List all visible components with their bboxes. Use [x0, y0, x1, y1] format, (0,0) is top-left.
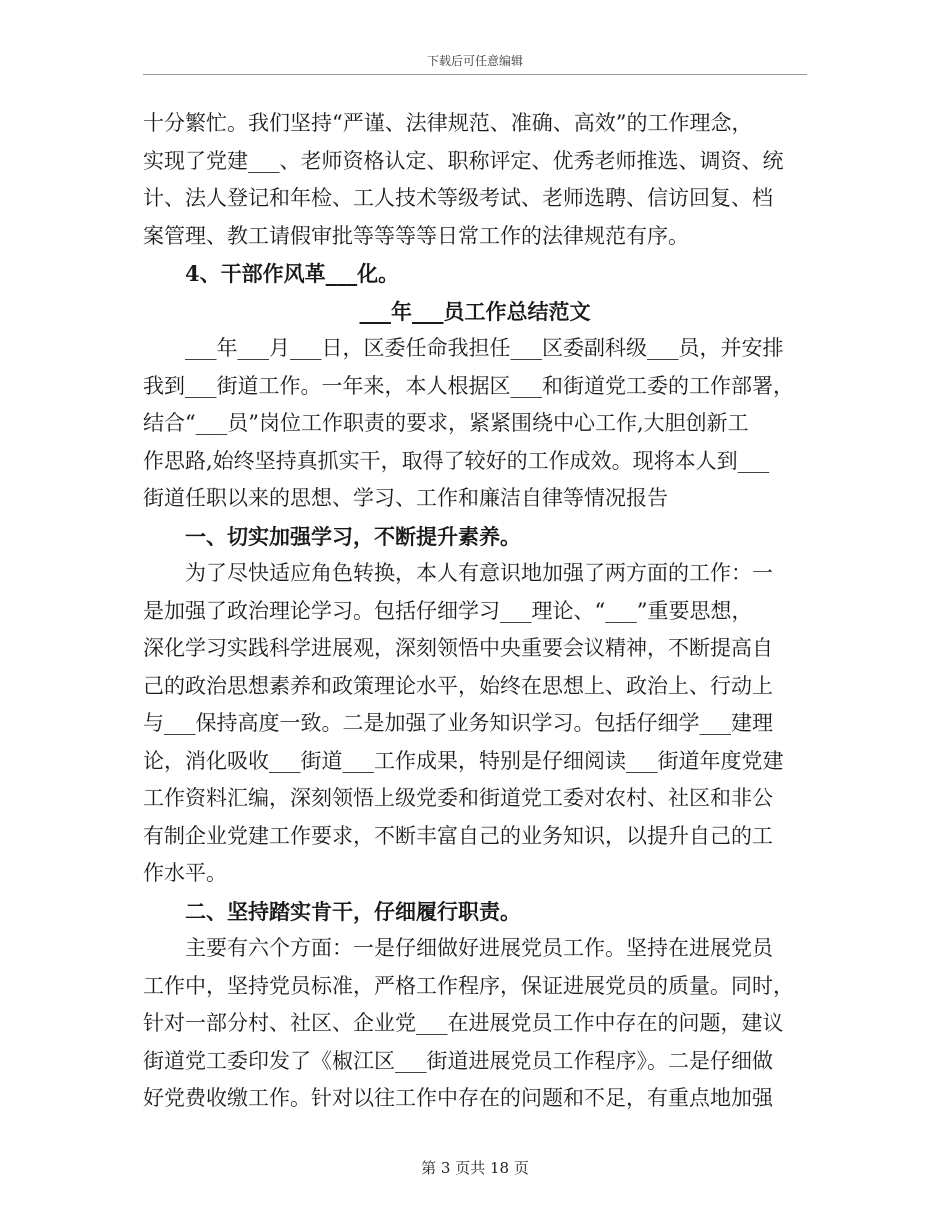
- body-line: 好党费收缴工作。针对以往工作中存在的问题和不足，有重点地加强: [143, 1086, 773, 1110]
- header-divider: [143, 74, 807, 75]
- body-line: ___年___月___日，区委任命我担任___区委副科级___员，并安排: [185, 336, 784, 360]
- body-line: 作思路,始终坚持真抓实干，取得了较好的工作成效。现将本人到___: [143, 448, 770, 473]
- body-line: 计、法人登记和年检、工人技术等级考试、老师选聘、信访回复、档: [143, 186, 773, 210]
- section-heading: 二、坚持踏实肯干，仔细履行职责。: [185, 898, 521, 924]
- body-line: 针对一部分村、社区、企业党___在进展党员工作中存在的问题，建议: [143, 1011, 784, 1035]
- body-line: 为了尽快适应角色转换，本人有意识地加强了两方面的工作：一: [185, 561, 773, 585]
- section-heading: 4、干部作风革___化。: [185, 261, 400, 286]
- body-line: 与___保持高度一致。二是加强了业务知识学习。包括仔细学___建理: [143, 711, 773, 735]
- body-line: 街道党工委印发了《椒江区___街道进展党员工作程序》。二是仔细做: [143, 1048, 773, 1073]
- page-footer: 第 3 页共 18 页: [421, 1159, 529, 1177]
- page-header: 下载后可任意编辑: [426, 54, 523, 68]
- body-line: 深化学习实践科学进展观，深刻领悟中央重要会议精神，不断提高自: [143, 636, 773, 660]
- body-line: 结合“___员”岗位工作职责的要求，紧紧围绕中心工作,大胆创新工: [143, 411, 749, 435]
- body-line: 工作中，坚持党员标准，严格工作程序，保证进展党员的质量。同时，: [143, 973, 794, 998]
- body-line: 实现了党建___、老师资格认定、职称评定、优秀老师推选、调资、统: [143, 148, 784, 173]
- document-body: [143, 105, 807, 1118]
- body-line: 街道任职以来的思想、学习、工作和廉洁自律等情况报告: [143, 486, 668, 510]
- article-title: ___年___员工作总结范文: [359, 298, 591, 324]
- body-line: 案管理、教工请假审批等等等等日常工作的法律规范有序。: [143, 223, 689, 248]
- body-line: 己的政治思想素养和政策理论水平，始终在思想上、政治上、行动上: [143, 673, 773, 698]
- body-line: 是加强了政治理论学习。包括仔细学习___理论、“___”重要思想，: [143, 598, 753, 623]
- body-line: 有制企业党建工作要求，不断丰富自己的业务知识，以提升自己的工: [143, 823, 773, 848]
- body-line: 我到___街道工作。一年来，本人根据区___和街道党工委的工作部署，: [143, 373, 794, 398]
- body-line: 论，消化吸收___街道___工作成果，特别是仔细阅读___街道年度党建: [143, 748, 784, 773]
- body-line: 作水平。: [143, 861, 227, 885]
- body-line: 主要有六个方面：一是仔细做好进展党员工作。坚持在进展党员: [185, 936, 773, 960]
- section-heading: 一、切实加强学习，不断提升素养。: [185, 523, 521, 549]
- body-line: 工作资料汇编，深刻领悟上级党委和街道党工委对农村、社区和非公: [143, 786, 773, 810]
- body-line: 十分繁忙。我们坚持“严谨、法律规范、准确、高效”的工作理念，: [143, 111, 753, 135]
